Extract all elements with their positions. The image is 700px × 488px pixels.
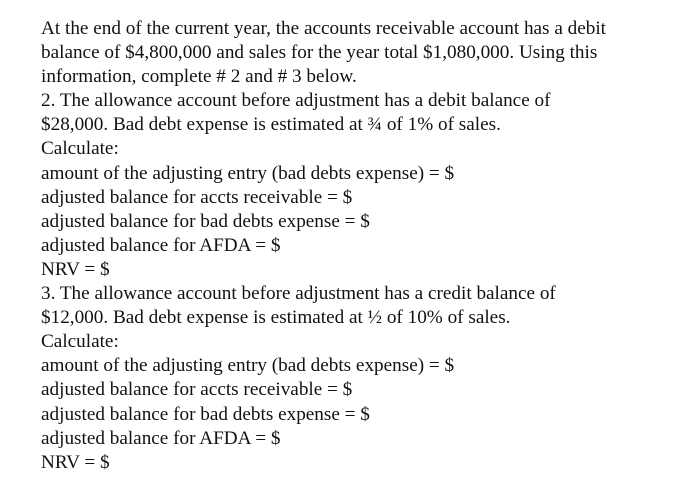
problem-2-item-bad-debts-expense: adjusted balance for bad debts expense = $	[41, 210, 370, 232]
problem-3-statement-line: 3. The allowance account before adjustment has a credit balance of	[41, 283, 556, 305]
problem-2-statement-line: $28,000. Bad debt expense is estimated at ¾ of 1% of sales.	[41, 114, 501, 136]
problem-2	[41, 89, 680, 282]
problem-3	[41, 282, 680, 475]
intro-line: balance of $4,800,000 and sales for the year total $1,080,000. Using this	[41, 42, 598, 64]
problem-2-calculate-label: Calculate:	[41, 138, 119, 160]
intro-line: At the end of the current year, the accounts receivable account has a debit	[41, 18, 607, 39]
problem-2-statement-line: 2. The allowance account before adjustment has a debit balance of	[41, 90, 551, 112]
problem-2-item-nrv: NRV = $	[41, 258, 110, 280]
problem-3-statement-line: $12,000. Bad debt expense is estimated at ½ of 10% of sales.	[41, 307, 511, 329]
problem-2-item-adjusting-entry: amount of the adjusting entry (bad debts expense) = $	[41, 162, 455, 184]
problem-3-item-bad-debts-expense: adjusted balance for bad debts expense = $	[41, 403, 370, 425]
intro-paragraph	[41, 17, 680, 89]
problem-3-item-accts-receivable: adjusted balance for accts receivable = $	[41, 379, 353, 401]
problem-3-item-adjusting-entry: amount of the adjusting entry (bad debts expense) = $	[41, 355, 455, 377]
problem-3-calculate-label: Calculate:	[41, 331, 119, 353]
problem-3-item-nrv: NRV = $	[41, 451, 110, 473]
problem-2-item-afda: adjusted balance for AFDA = $	[41, 234, 281, 256]
problem-2-item-accts-receivable: adjusted balance for accts receivable = $	[41, 186, 353, 208]
intro-line: information, complete # 2 and # 3 below.	[41, 66, 357, 88]
problem-3-item-afda: adjusted balance for AFDA = $	[41, 427, 281, 449]
